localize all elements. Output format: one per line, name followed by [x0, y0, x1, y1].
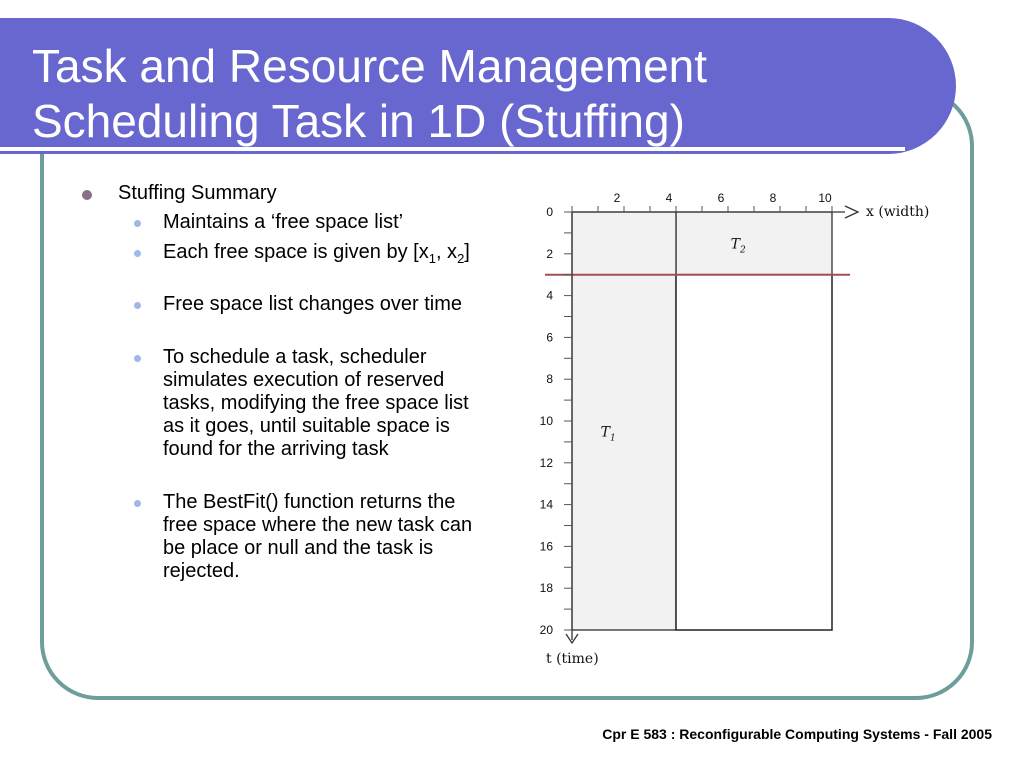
x-tick-label: 10 — [818, 191, 832, 205]
bullet-item: Free space list changes over time — [163, 293, 463, 315]
task-t2-rect — [676, 212, 832, 275]
bullet-item-text: Each free space is given by [x — [163, 241, 429, 263]
bullet-dot — [134, 355, 141, 362]
bullet-item-text: , x — [435, 241, 458, 263]
t-tick-label: 16 — [539, 539, 553, 554]
t-tick-label: 20 — [539, 623, 553, 637]
t-tick-label: 12 — [539, 455, 553, 470]
x-tick-label: 2 — [613, 191, 621, 205]
x-tick-label: 4 — [665, 191, 673, 205]
bullet-level1: Stuffing Summary — [118, 182, 277, 204]
x-tick-label: 8 — [769, 191, 777, 205]
t-tick-label: 14 — [539, 497, 553, 512]
subscript: 1 — [428, 251, 436, 266]
t-tick-label: 8 — [546, 372, 553, 387]
t-tick-label: 4 — [546, 288, 553, 303]
bullet-list — [0, 0, 520, 600]
bullet-dot — [134, 220, 141, 227]
bullet-item: To schedule a task, scheduler simulates execution of reserved tasks, modifying the free space list as it goes, until suitable space is found for the arriving task — [163, 346, 469, 460]
bullet-item: Maintains a ‘free space list’ — [163, 211, 404, 233]
slide-title-line-1: Task and Resource Management — [32, 40, 708, 92]
x-axis-arrow — [845, 206, 858, 218]
t-tick-label: 10 — [539, 414, 553, 428]
t-tick-label: 0 — [546, 205, 553, 219]
bullet-item-text: ] — [464, 241, 470, 263]
bullet-dot — [82, 190, 92, 200]
stuffing-diagram — [525, 185, 965, 670]
x-axis-label: x (width) — [866, 204, 930, 220]
task-t1-label: $T_1$ — [600, 424, 616, 444]
bullet-dot — [134, 500, 141, 507]
x-tick-label: 6 — [717, 191, 725, 205]
subscript: 2 — [457, 251, 465, 266]
t-tick-label: 18 — [539, 581, 553, 596]
bullet-item — [163, 241, 493, 264]
task-t2-label: $T_2$ — [730, 236, 746, 256]
bullet-dot — [134, 250, 141, 257]
slide-title-line-2: Scheduling Task in 1D (Stuffing) — [32, 95, 685, 147]
free-space-rect — [676, 275, 832, 630]
t-tick-label: 6 — [546, 330, 553, 345]
t-axis-label: t (time) — [546, 651, 599, 667]
t-tick-label: 2 — [546, 246, 553, 261]
bullet-dot — [134, 302, 141, 309]
bullet-item: The BestFit() function returns the free space where the new task can be place or null and the task is rejected. — [163, 491, 473, 582]
footer: Cpr E 583 : Reconfigurable Computing Systems - Fall 2005 — [602, 726, 992, 742]
